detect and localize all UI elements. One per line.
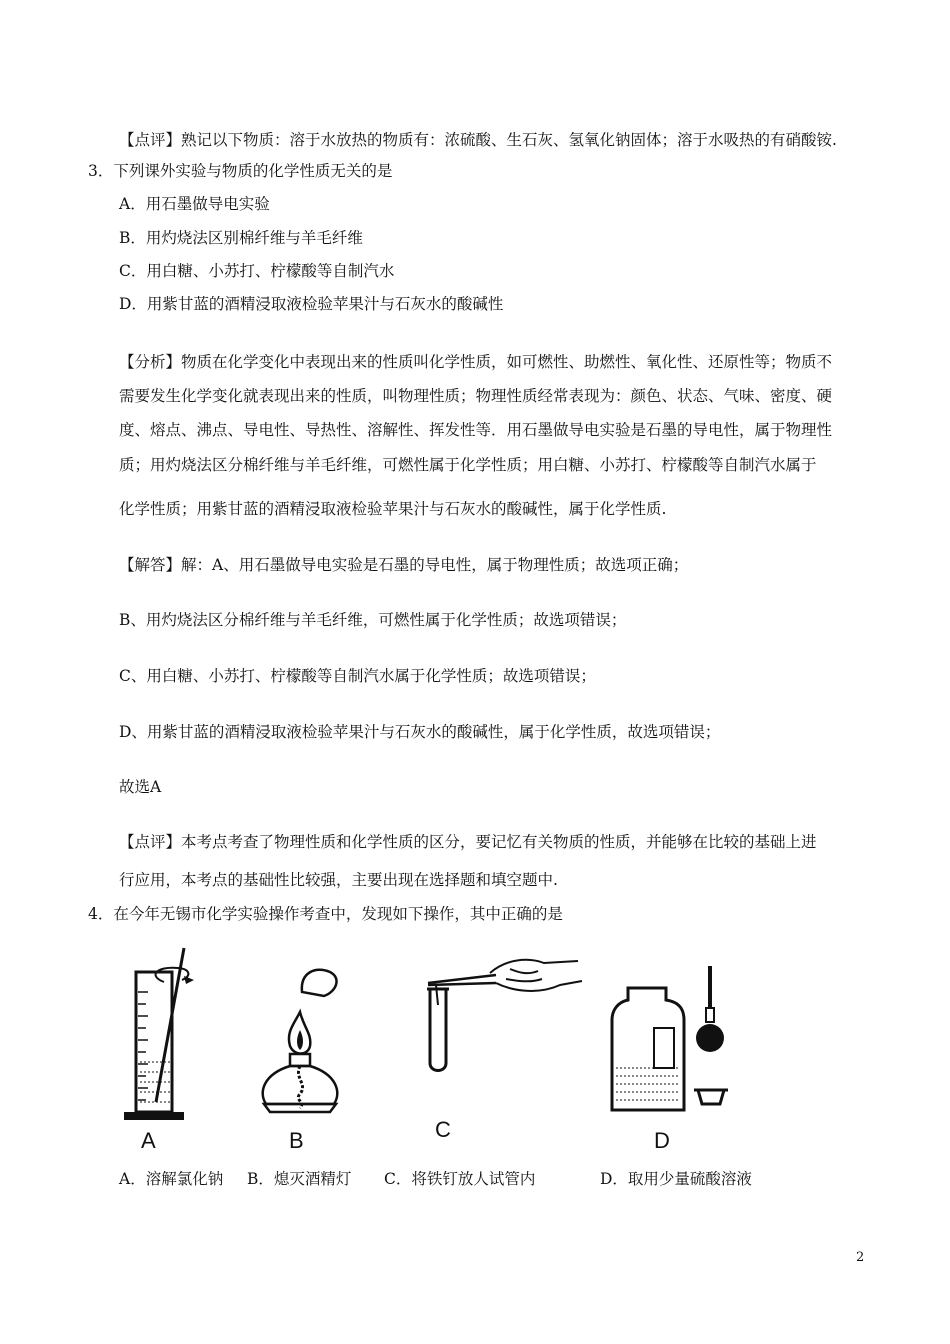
- q3-comment-line: 行应用，本考点的基础性比较强，主要出现在选择题和填空题中.: [119, 871, 558, 889]
- figure-b-alcohol-lamp: [250, 962, 350, 1127]
- q3-analysis-line: 化学性质；用紫甘蓝的酒精浸取液检验苹果汁与石灰水的酸碱性，属于化学性质.: [119, 500, 667, 518]
- q3-comment-line: 【点评】本考点考查了物理性质和化学性质的区分，要记忆有关物质的性质，并能够在比较的基础上进: [119, 833, 817, 851]
- q3-analysis-line: 质；用灼烧法区分棉纤维与羊毛纤维，可燃性属于化学性质；用白糖、小苏打、柠檬酸等自制汽水属于: [119, 456, 817, 474]
- q4-option-c: C．将铁钉放人试管内: [384, 1170, 536, 1188]
- q3-answer-line: 【解答】解：A、用石墨做导电实验是石墨的导电性，属于物理性质；故选项正确；: [119, 556, 689, 574]
- figure-c-label: C: [435, 1117, 451, 1142]
- q3-option-d: D．用紫甘蓝的酒精浸取液检验苹果汁与石灰水的酸碱性: [119, 295, 504, 313]
- q3-stem: 3．下列课外实验与物质的化学性质无关的是: [88, 162, 393, 180]
- q3-analysis-line: 需要发生化学变化就表现出来的性质，叫物理性质；物理性质经常表现为：颜色、状态、气味、密度、硬: [119, 387, 833, 405]
- q4-stem: 4．在今年无锡市化学实验操作考查中，发现如下操作，其中正确的是: [88, 905, 563, 923]
- q3-analysis-line: 度、熔点、沸点、导电性、导热性、溶解性、挥发性等．用石墨做导电实验是石墨的导电性，属于物理性: [119, 421, 833, 439]
- figure-d-label: D: [654, 1128, 670, 1153]
- q3-option-b: B．用灼烧法区别棉纤维与羊毛纤维: [119, 229, 363, 247]
- q4-option-b: B．熄灭酒精灯: [247, 1170, 352, 1188]
- q4-option-a: A．溶解氯化钠: [119, 1170, 224, 1188]
- figure-a-label: A: [141, 1128, 156, 1153]
- q4-option-d: D．取用少量硫酸溶液: [600, 1170, 752, 1188]
- figure-b-label: B: [289, 1128, 304, 1153]
- figure-a-measuring-cylinder: [118, 942, 208, 1132]
- q3-answer-line: B、用灼烧法区分棉纤维与羊毛纤维，可燃性属于化学性质；故选项错误；: [119, 611, 627, 629]
- q3-answer-line: C、用白糖、小苏打、柠檬酸等自制汽水属于化学性质；故选项错误；: [119, 667, 596, 685]
- q3-answer-line: D、用紫甘蓝的酒精浸取液检验苹果汁与石灰水的酸碱性，属于化学性质，故选项错误；: [119, 723, 721, 741]
- intro-comment: 【点评】熟记以下物质：溶于水放热的物质有：浓硫酸、生石灰、氢氧化钠固体；溶于水吸热的有硝酸铵.: [119, 131, 837, 149]
- q3-option-c: C．用白糖、小苏打、柠檬酸等自制汽水: [119, 262, 395, 280]
- figure-c-test-tube: [410, 955, 590, 1075]
- page-number: 2: [856, 1250, 865, 1265]
- q3-option-a: A．用石墨做导电实验: [119, 195, 270, 213]
- figure-d-reagent-bottle: [610, 960, 760, 1120]
- q3-analysis-line: 【分析】物质在化学变化中表现出来的性质叫化学性质，如可燃性、助燃性、氧化性、还原性等；物质不: [119, 353, 833, 371]
- q3-answer-final: 故选A: [119, 778, 162, 796]
